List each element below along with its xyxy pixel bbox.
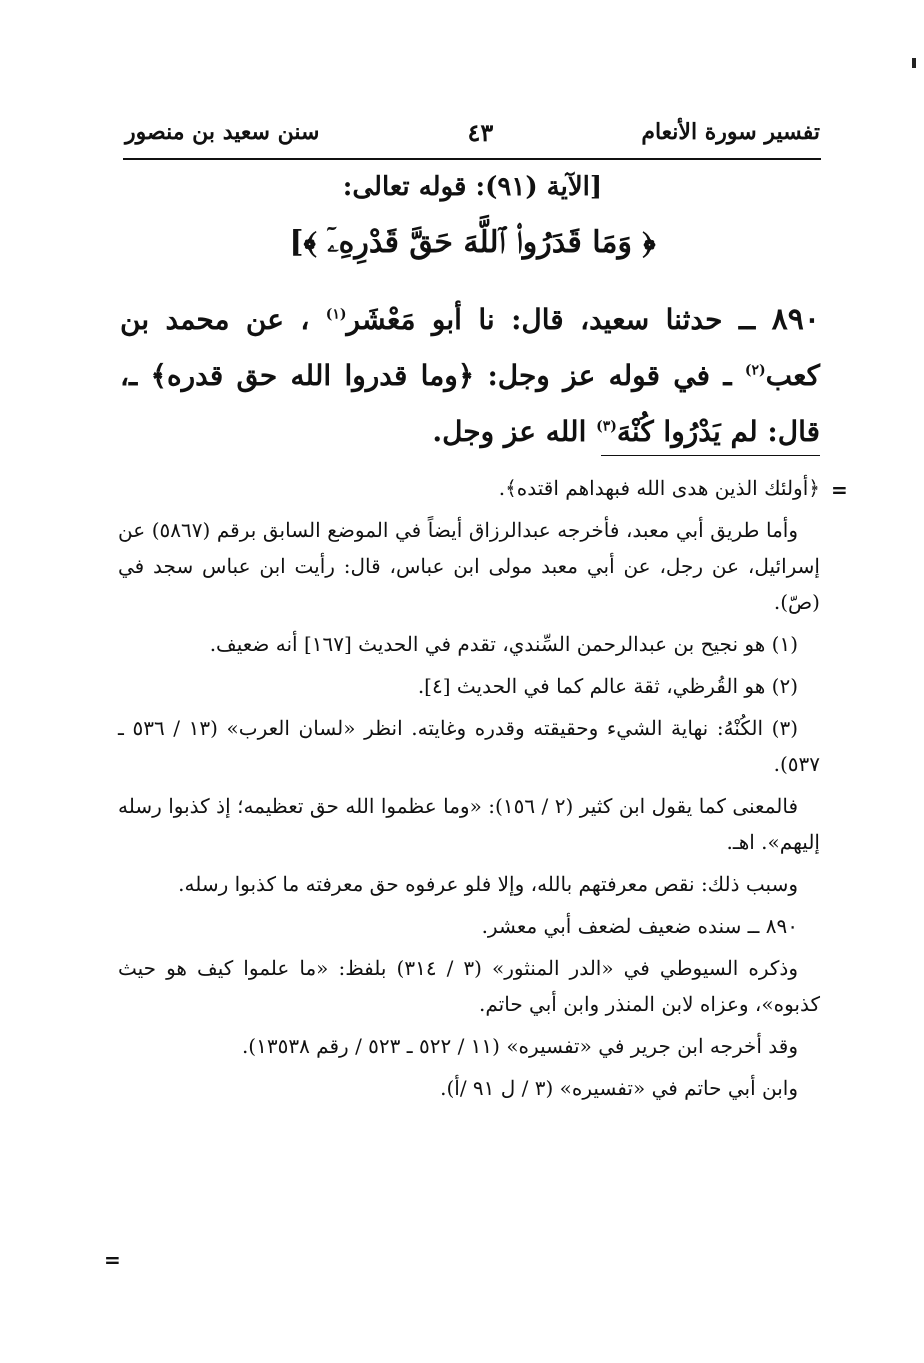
header-book-title: سنن سعيد بن منصور xyxy=(125,119,320,145)
takhrij-ibn-jarir: وقد أخرجه ابن جرير في «تفسيره» (١١ / ٥٢٢ ـ ٥٢٣ / رقم ١٣٥٣٨). xyxy=(241,1034,798,1058)
continued-note: ﴿أولئك الذين هدى الله فبهداهم اقتده﴾. xyxy=(498,476,820,500)
hadith-segment: ــ حدثنا سعيد، قال: نا أبو مَعْشَر xyxy=(346,303,772,336)
running-header xyxy=(125,112,820,152)
footnote-2: (٢) هو القُرظي، ثقة عالم كما في الحديث [٤]. xyxy=(417,674,798,698)
continuation-mark: = xyxy=(104,1248,121,1272)
footnote-ref: (١) xyxy=(325,306,347,323)
hadith-segment: ، عن محمد بن كعب xyxy=(120,303,820,392)
commentary-reason: وسبب ذلك: نقص معرفتهم بالله، وإلا فلو عرفوه حق معرفته ما كذبوا رسله. xyxy=(178,872,798,896)
header-rule xyxy=(123,158,821,160)
hadith-grading: ٨٩٠ ــ سنده ضعيف لضعف أبي معشر. xyxy=(481,914,798,938)
footnote-3: (٣) الكُنْهُ: نهاية الشيء وحقيقته وقدره وغايته. انظر «لسان العرب» (١٣ / ٥٣٦ ـ ٥٣٧). xyxy=(118,716,820,776)
continued-note: وأما طريق أبي معبد، فأخرجه عبدالرزاق أيضاً في الموضع السابق برقم (٥٨٦٧) عن إسرائيل، عن رجل، عن أبي معبد مولى ابن عباس، قال: رأيت ابن عباس سجد في (صّ). xyxy=(118,518,820,614)
ayah-verse: ﴿ وَمَا قَدَرُوا۟ ٱللَّهَ حَقَّ قَدْرِهِۦٓ ﴾] xyxy=(289,225,656,260)
takhrij-suyuti: وذكره السيوطي في «الدر المنثور» (٣ / ٣١٤) بلفظ: «ما علموا كيف هو حيث كذبوه»، وعزاه لابن المنذر وابن أبي حاتم. xyxy=(118,956,820,1016)
commentary-meaning: فالمعنى كما يقول ابن كثير (٢ / ١٥٦): «وما عظموا الله حق تعظيمه؛ إذ كذبوا رسله إليهم». اهـ. xyxy=(118,794,820,854)
footnote-separator xyxy=(601,455,820,456)
ayah-heading: [الآية (٩١): قوله تعالى: xyxy=(342,172,603,202)
continuation-mark: = xyxy=(831,478,848,502)
footnote-ref: (٢) xyxy=(744,362,766,379)
takhrij-ibn-abi-hatim: وابن أبي حاتم في «تفسيره» (٣ / ل ٩١ /أ). xyxy=(440,1076,798,1100)
page-number: ٤٣ xyxy=(467,117,494,147)
hadith-number: ٨٩٠ xyxy=(771,302,820,337)
footnote-1: (١) هو نجيح بن عبدالرحمن السِّندي، تقدم في الحديث [١٦٧] أنه ضعيف. xyxy=(209,632,798,656)
footnote-ref: (٣) xyxy=(596,418,617,435)
header-chapter-title: تفسير سورة الأنعام xyxy=(641,119,820,145)
page-edge-mark xyxy=(912,58,916,68)
hadith-text xyxy=(120,292,820,460)
hadith-segment: الله عز وجل. xyxy=(432,415,597,448)
footnotes xyxy=(118,470,820,1112)
hadith-segment: ـ في قوله عز وجل: ﴿وما قدروا الله حق قدره﴾ ـ، قال: لم يَدْرُوا كُنْهَ xyxy=(120,359,820,448)
